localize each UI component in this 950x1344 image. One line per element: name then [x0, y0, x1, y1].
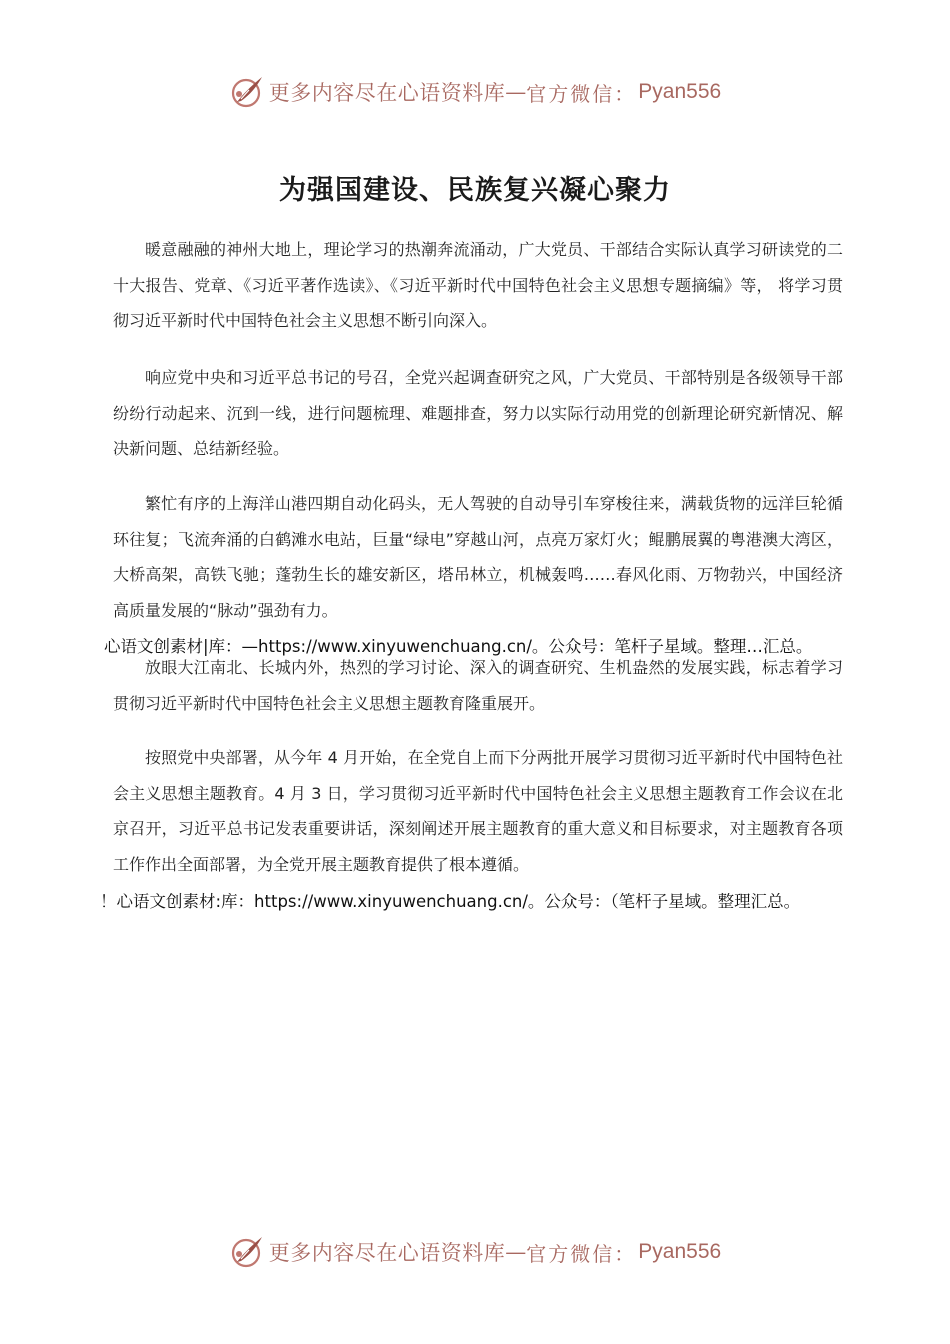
banner-wechat-label: 官方微信： [526, 81, 637, 106]
watermark-line-2: ！心语文创素材:库：https://www.xinyuwenchuang.cn/。公众号：（笔杆子星域。整理汇总。 [100, 892, 801, 911]
banner-separator: — [505, 1240, 527, 1264]
paragraph-5: 按照党中央部署，从今年 4 月开始，在全党自上而下分两批开展学习贯彻习近平新时代中国特色社会主义思想主题教育。4 月 3 日，学习贯彻习近平新时代中国特色社会主义思想主题教育工作会议在北京召开，习近平总书记发表重要讲话，深刻阐述开展主题教育的重大意义和目标要求，对主题教育各项工作作出全面部署，为全党开展主题教育提供了根本遵循。 [113, 748, 843, 874]
quill-pen-icon [229, 1234, 265, 1270]
banner-slogan: 更多内容尽在心语资料库 [268, 81, 506, 105]
banner-slogan: 更多内容尽在心语资料库 [268, 1241, 506, 1265]
header-banner [0, 70, 950, 114]
footer-banner [0, 1230, 950, 1274]
quill-pen-icon [229, 74, 265, 110]
paragraph-1: 暖意融融的神州大地上，理论学习的热潮奔流涌动，广大党员、干部结合实际认真学习研读党的二十大报告、党章、《习近平著作选读》、《习近平新时代中国特色社会主义思想专题摘编》等， 将学习贯彻习近平新时代中国特色社会主义思想不断引向深入。 [113, 240, 843, 330]
paragraph-3: 繁忙有序的上海洋山港四期自动化码头，无人驾驶的自动导引车穿梭往来，满载货物的远洋巨轮循环往复；飞流奔涌的白鹤滩水电站，巨量“绿电”穿越山河，点亮万家灯火；鲲鹏展翼的粤港澳大湾区，大桥高架，高铁飞驰；蓬勃生长的雄安新区，塔吊林立，机械轰鸣……春风化雨、万物勃兴，中国经济高质量发展的“脉动”强劲有力。 [113, 494, 843, 620]
banner-separator: — [505, 80, 527, 104]
banner-wechat-label: 官方微信： [526, 1241, 637, 1266]
banner-wechat-id: Pyan556 [638, 80, 722, 103]
paragraph-4: 放眼大江南北、长城内外，热烈的学习讨论、深入的调查研究、生机盎然的发展实践，标志着学习贯彻习近平新时代中国特色社会主义思想主题教育隆重展开。 [113, 658, 843, 713]
watermark-line-1: 心语文创素材|库：—https://www.xinyuwenchuang.cn/。公众号：笔杆子星域。整理…汇总。 [104, 637, 813, 656]
document-title: 为强国建设、民族复兴凝心聚力 [279, 175, 671, 206]
banner-wechat-id: Pyan556 [638, 1240, 722, 1263]
paragraph-2: 响应党中央和习近平总书记的号召，全党兴起调查研究之风，广大党员、干部特别是各级领导干部纷纷行动起来、沉到一线，进行问题梳理、难题排查，努力以实际行动用党的创新理论研究新情况、解决新问题、总结新经验。 [113, 368, 843, 458]
